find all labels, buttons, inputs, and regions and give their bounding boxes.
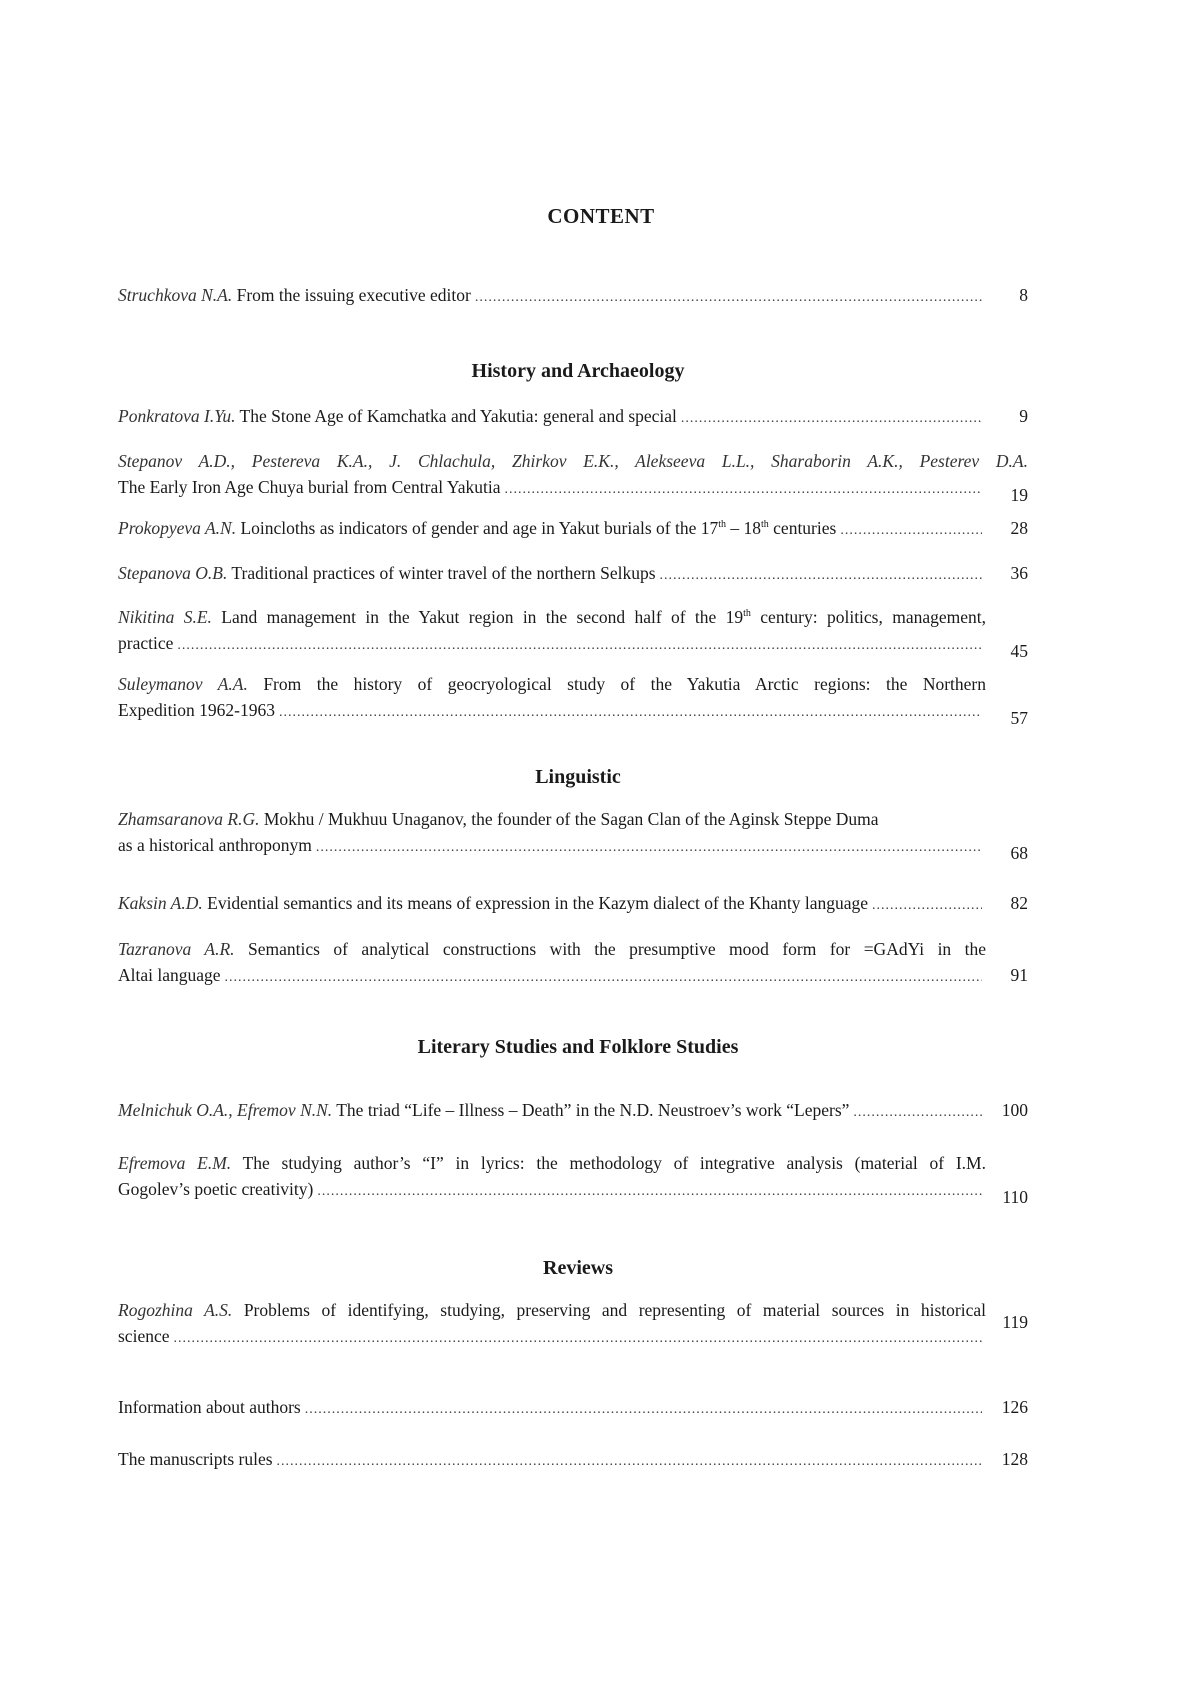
toc-entry: Zhamsaranova R.G. Mokhu / Mukhuu Unaganov, the founder of the Sagan Clan of the Aginsk Steppe Duma as a historical anthroponym ..... 68: [118, 806, 1028, 861]
leader-dots: [317, 1179, 982, 1205]
toc-entry: Prokopyeva A.N. Loincloths as indicators of gender and age in Yakut burials of the 17th – 18th centuries ..... 28: [118, 515, 1028, 544]
page-title: CONTENT: [547, 204, 655, 228]
toc-entry: [118, 560, 1028, 589]
entry-title-cont: Expedition 1962-1963: [118, 700, 275, 720]
entry-title: Information about authors: [118, 1397, 301, 1417]
entry-page: 68: [1010, 843, 1028, 863]
leader-dots: [681, 406, 982, 432]
entry-page: 110: [1002, 1187, 1028, 1207]
leader-dots: [660, 563, 982, 589]
leader-dots: [279, 700, 982, 726]
entry-author: Kaksin A.D.: [118, 893, 203, 913]
entry-page: 100: [1001, 1100, 1028, 1120]
toc-entry: [118, 1097, 1028, 1126]
entry-page: 126: [1001, 1397, 1028, 1417]
entry-page: 8: [1019, 285, 1028, 305]
toc-entry: Rogozhina A.S. Problems of identifying, studying, preserving and representing of material sources in historical science ..... 119: [118, 1297, 1028, 1352]
leader-dots: [872, 893, 982, 919]
leader-dots: [316, 835, 982, 861]
toc-entry-authors-info: [118, 1394, 1028, 1423]
entry-page: 9: [1019, 406, 1028, 426]
entry-author: Tazranova A.R.: [118, 939, 235, 959]
entry-author: Prokopyeva A.N.: [118, 518, 237, 538]
entry-title-cont: practice: [118, 633, 174, 653]
leader-dots: [853, 1100, 982, 1126]
entry-author: Suleymanov A.A.: [118, 674, 248, 694]
section-heading-history: History and Archaeology: [471, 360, 685, 382]
leader-dots: [504, 477, 982, 503]
leader-dots: [305, 1397, 982, 1423]
entry-page: 19: [1010, 485, 1028, 505]
toc-entry: [118, 403, 1028, 432]
toc-entry-editor: [118, 282, 1028, 311]
entry-title: The manuscripts rules: [118, 1449, 273, 1469]
entry-title-cont: Altai language: [118, 965, 221, 985]
entry-page: 28: [1010, 518, 1028, 538]
leader-dots: [225, 965, 982, 991]
entry-title: From the issuing executive editor: [236, 285, 471, 305]
entry-author: Struchkova N.A.: [118, 285, 233, 305]
entry-page: 119: [1002, 1312, 1028, 1332]
leader-dots: [277, 1449, 982, 1475]
entry-title: The Stone Age of Kamchatka and Yakutia: general and special: [239, 406, 677, 426]
entry-page: 57: [1010, 708, 1028, 728]
entry-author: Nikitina S.E.: [118, 607, 212, 627]
entry-title: Evidential semantics and its means of expression in the Kazym dialect of the Khanty language: [207, 893, 869, 913]
section-heading-reviews: Reviews: [543, 1257, 613, 1279]
entry-title-cont: Gogolev’s poetic creativity): [118, 1179, 314, 1199]
entry-title-cont: science: [118, 1326, 170, 1346]
entry-page: 82: [1010, 893, 1028, 913]
entry-author: Melnichuk O.A., Efremov N.N.: [118, 1100, 333, 1120]
entry-page: 128: [1001, 1449, 1028, 1469]
section-heading-linguistic: Linguistic: [535, 766, 621, 788]
toc-entry: Suleymanov A.A. From the history of geocryological study of the Yakutia Arctic regions: the Northern Expedition 1962-1963 ..... 57: [118, 671, 1028, 726]
entry-page: 91: [1010, 965, 1028, 985]
entry-title: The Early Iron Age Chuya burial from Central Yakutia: [118, 477, 501, 497]
toc-entry: Efremova E.M. The studying author’s “I” in lyrics: the methodology of integrative analysis (material of I.M. Gogolev’s poetic creativity) ..... 110: [118, 1150, 1028, 1205]
entry-title: The triad “Life – Illness – Death” in the N.D. Neustroev’s work “Lepers”: [336, 1100, 850, 1120]
entry-author: Stepanova O.B.: [118, 563, 228, 583]
leader-dots: [475, 285, 982, 311]
toc-entry: [118, 890, 1028, 919]
toc-entry: Nikitina S.E. Land management in the Yakut region in the second half of the 19th century: politics, management, practice ..... 45: [118, 604, 1028, 659]
entry-author: Ponkratova I.Yu.: [118, 406, 236, 426]
toc-entry: Tazranova A.R. Semantics of analytical constructions with the presumptive mood form for =GAdYi in the Altai language ..... 91: [118, 936, 1028, 991]
entry-title-cont: as a historical anthroponym: [118, 835, 312, 855]
entry-page: 36: [1010, 563, 1028, 583]
entry-author: Zhamsaranova R.G.: [118, 809, 260, 829]
leader-dots: [840, 518, 982, 544]
entry-author: Efremova E.M.: [118, 1153, 232, 1173]
leader-dots: [177, 633, 982, 659]
leader-dots: [174, 1326, 983, 1352]
toc-entry: [118, 448, 1028, 503]
entry-author: Stepanov A.D., Pestereva K.A., J. Chlachula, Zhirkov E.K., Alekseeva L.L., Sharaborin A.K., Pesterev D.A.: [118, 451, 1028, 471]
toc-entry-manuscripts-rules: [118, 1446, 1028, 1475]
section-heading-literary: Literary Studies and Folklore Studies: [417, 1036, 739, 1058]
entry-title: Traditional practices of winter travel of the northern Selkups: [231, 563, 656, 583]
entry-page: 45: [1010, 641, 1028, 661]
entry-author: Rogozhina A.S.: [118, 1300, 233, 1320]
